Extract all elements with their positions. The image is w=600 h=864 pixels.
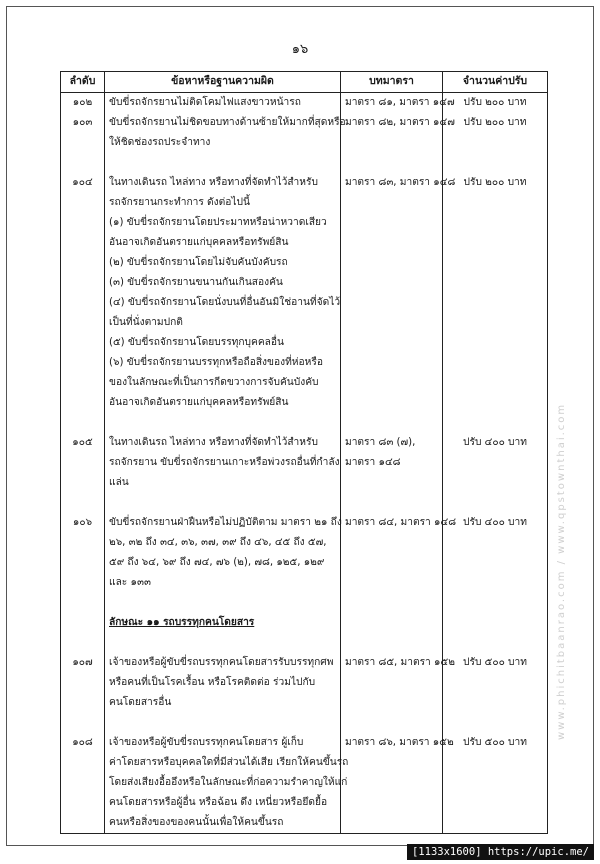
header-offense: ข้อหาหรือฐานความผิด [105, 72, 341, 93]
row-offense [105, 613, 341, 653]
row-section [341, 93, 455, 114]
offense-line: อันอาจเกิดอันตรายแก่บุคคลหรือทรัพย์สิน [109, 237, 289, 248]
offense-line: (๔) ขับขี่รถจักรยานโดยนั่งบนที่อื่นอันมิใช่อานที่จัดไว้ [109, 297, 341, 308]
header-order: ลำดับ [61, 72, 105, 93]
row-fine: ปรับ ๒๐๐ บาท [443, 93, 548, 114]
section-line: มาตรา ๘๖, มาตรา ๑๕๒ [345, 737, 454, 748]
header-fine: จำนวนค่าปรับ [443, 72, 548, 93]
row-section [341, 613, 443, 653]
offense-line: (๒) ขับขี่รถจักรยานโดยไม่จับคันบังคับรถ [109, 257, 288, 268]
offense-line: เจ้าของหรือผู้ขับขี่รถบรรทุกคนโดยสารรับบรรทุกศพ [109, 657, 334, 668]
table-row [61, 173, 548, 433]
offense-line: รถจักรยาน ขับขี่รถจักรยานเกาะหรือพ่วงรถอื่นที่กำลัง [109, 457, 340, 468]
table-body [61, 93, 548, 834]
section-line: มาตรา ๘๔, มาตรา ๑๔๘ [345, 517, 457, 528]
offense-line: แล่น [109, 477, 129, 488]
row-section [341, 513, 457, 613]
row-offense [105, 733, 349, 834]
spacer [109, 633, 336, 653]
row-section [341, 173, 456, 433]
row-fine: ปรับ ๕๐๐ บาท [443, 733, 548, 834]
table-row [61, 653, 548, 733]
row-offense [105, 433, 341, 513]
row-fine: ปรับ ๕๐๐ บาท [443, 653, 548, 733]
offense-line: ให้ชิดช่องรถประจำทาง [109, 137, 211, 148]
offense-line: ๒๖, ๓๒ ถึง ๓๔, ๓๖, ๓๗, ๓๙ ถึง ๔๖, ๔๕ ถึง ๕๗, [109, 537, 327, 548]
page-number: ๑๖ [291, 42, 309, 57]
row-section [341, 433, 443, 513]
offense-line: อันอาจเกิดอันตรายแก่บุคคลหรือทรัพย์สิน [109, 397, 289, 408]
table-row [61, 113, 548, 173]
row-offense [105, 513, 341, 613]
section-line: มาตรา ๘๕, มาตรา ๑๕๒ [345, 657, 455, 668]
section-line: มาตรา ๘๑, มาตรา ๑๔๗ [345, 97, 455, 108]
table-row [61, 733, 548, 834]
spacer [109, 493, 336, 513]
row-number [61, 613, 105, 653]
offense-line: ของในลักษณะที่เป็นการกีดขวางการจับคันบังคับ [109, 377, 319, 388]
table-header-row [61, 72, 548, 93]
offense-line: ค่าโดยสารหรือบุคคลใดที่มีส่วนได้เสีย เรียกให้คนขึ้นรถ [109, 757, 349, 768]
row-number: ๑๐๖ [61, 513, 105, 613]
row-fine: ปรับ ๔๐๐ บาท [443, 513, 548, 613]
offense-line: คนโดยสารหรือผู้อื่น หรือฉ้อน ดึง เหนี่ยวหรือยึดยื้อ [109, 797, 328, 808]
image-size-stamp: [1133x1600] https://upic.me/ [407, 844, 594, 860]
section-line: มาตรา ๘๓ (๗), [345, 437, 416, 448]
row-fine: ปรับ ๒๐๐ บาท [443, 113, 548, 173]
row-offense [105, 113, 346, 173]
table-row [61, 93, 548, 114]
fine-schedule-table [60, 71, 548, 834]
offense-line: คนหรือสิ่งของของคนนั้นเพื่อให้คนขึ้นรถ [109, 817, 284, 828]
row-fine: ปรับ ๒๐๐ บาท [443, 173, 548, 433]
row-offense [105, 173, 341, 433]
section-title: ลักษณะ ๑๑ รถบรรทุกคนโดยสาร [109, 617, 255, 628]
row-number: ๑๐๔ [61, 173, 105, 433]
offense-line: ขับขี่รถจักรยานไม่ติดโคมไฟแสงขาวหน้ารถ [109, 97, 301, 108]
section-line: มาตรา ๘๒, มาตรา ๑๔๗ [345, 117, 455, 128]
row-fine: ปรับ ๔๐๐ บาท [443, 433, 548, 513]
offense-line: (๓) ขับขี่รถจักรยานขนานกันเกินสองคัน [109, 277, 283, 288]
table-row [61, 513, 548, 613]
row-number: ๑๐๒ [61, 93, 105, 114]
offense-line: ในทางเดินรถ ไหล่ทาง หรือทางที่จัดทำไว้สำหรับ [109, 177, 318, 188]
table-row [61, 433, 548, 513]
spacer [109, 713, 336, 733]
section-line: มาตรา ๘๓, มาตรา ๑๔๘ [345, 177, 456, 188]
spacer [109, 153, 336, 173]
offense-line: รถจักรยานกระทำการ ดังต่อไปนี้ [109, 197, 250, 208]
offense-line: (๑) ขับขี่รถจักรยานโดยประมาทหรือน่าหวาดเสียว [109, 217, 327, 228]
row-offense [105, 93, 341, 114]
row-number: ๑๐๗ [61, 653, 105, 733]
row-section [341, 733, 454, 834]
row-number: ๑๐๓ [61, 113, 105, 173]
offense-line: ขับขี่รถจักรยานไม่ชิดขอบทางด้านซ้ายให้มากที่สุดหรือ [109, 117, 346, 128]
spacer [109, 593, 336, 613]
side-watermark: www.phichitbaanrao.com / www.qpstownthai.com [556, 402, 567, 740]
offense-line: และ ๑๓๓ [109, 577, 151, 588]
offense-line: เป็นที่นั่งตามปกติ [109, 317, 183, 328]
row-fine [443, 613, 548, 653]
offense-line: โดยส่งเสียงอื้ออึงหรือในลักษณะที่ก่อความรำคาญให้แก่ [109, 777, 348, 788]
row-number: ๑๐๕ [61, 433, 105, 513]
offense-line: (๕) ขับขี่รถจักรยานโดยบรรทุกบุคคลอื่น [109, 337, 284, 348]
offense-line: ในทางเดินรถ ไหล่ทาง หรือทางที่จัดทำไว้สำหรับ [109, 437, 318, 448]
offense-line: ๕๙ ถึง ๖๔, ๖๙ ถึง ๗๔, ๗๖ (๒), ๗๘, ๑๒๕, ๑๒๙ [109, 557, 325, 568]
offense-line: ขับขี่รถจักรยานฝ่าฝืนหรือไม่ปฏิบัติตาม มาตรา ๒๑ ถึง [109, 517, 342, 528]
offense-line: เจ้าของหรือผู้ขับขี่รถบรรทุกคนโดยสาร ผู้เก็บ [109, 737, 304, 748]
header-section: บทมาตรา [341, 72, 443, 93]
section-line: มาตรา ๑๔๘ [345, 457, 401, 468]
table-row [61, 613, 548, 653]
offense-line: (๖) ขับขี่รถจักรยานบรรทุกหรือถือสิ่งของที่ห่อหรือ [109, 357, 323, 368]
offense-line: คนโดยสารอื่น [109, 697, 172, 708]
row-section [341, 113, 455, 173]
row-section [341, 653, 455, 733]
offense-line: หรือคนที่เป็นโรคเรื้อน หรือโรคติดต่อ ร่วมไปกับ [109, 677, 316, 688]
row-number: ๑๐๘ [61, 733, 105, 834]
spacer [109, 413, 336, 433]
row-offense [105, 653, 341, 733]
